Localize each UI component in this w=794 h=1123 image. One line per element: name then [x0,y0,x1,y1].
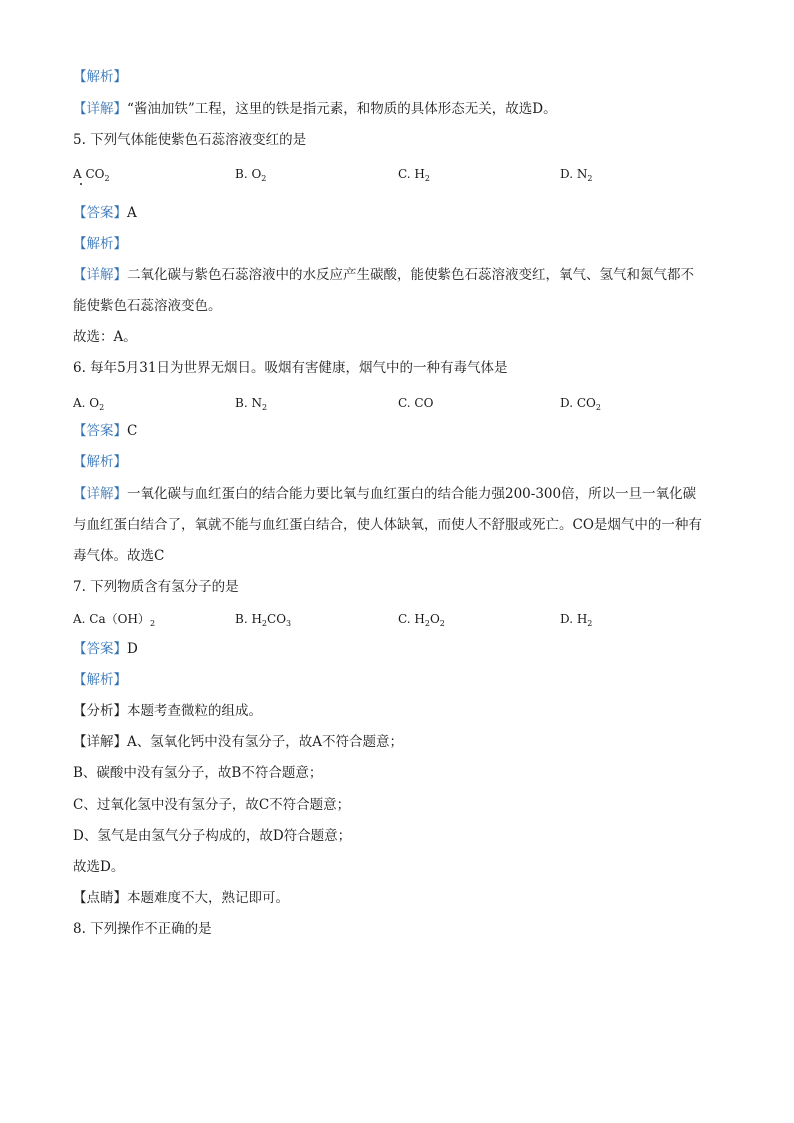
q7-option-c: C. $H_2O_2$ [398,612,445,628]
q7-option-a: A. $Ca(OH)_2$ [73,612,156,628]
q5-analysis-heading: 【解析】 [73,236,127,252]
q7-analysis-heading: 【解析】 [73,672,127,688]
q5-option-a-dot [80,183,82,185]
q7-answer: 【答案】D [73,641,138,657]
q7-tip: 【点睛】本题难度不大，熟记即可。 [73,890,289,906]
q5-answer: 【答案】A [73,205,137,221]
q5-conclusion: 故选：A。 [73,329,137,345]
q6-option-a: A. $O_2$ [73,396,105,412]
q5-option-b: B. $O_2$ [235,167,267,183]
q6-answer: 【答案】C [73,423,138,439]
q6-option-d: D. $CO_2$ [560,396,601,412]
q5-detail-line1: 【详解】二氧化碳与紫色石蕊溶液中的水反应产生碳酸，能使紫色石蕊溶液变红，氧气、氢气和氮气都不 [73,267,694,283]
q5-option-d: D. $N_2$ [560,167,593,183]
q6-option-b: B. $N_2$ [235,396,268,412]
q7-conclusion: 故选D。 [73,859,125,875]
q7-option-d: D. $H_2$ [560,612,593,628]
q6-detail-line2: 与血红蛋白结合了，氧就不能与血红蛋白结合，使人体缺氧，而使人不舒服或死亡。CO是烟气中的一种有 [73,517,702,533]
q6-analysis-heading: 【解析】 [73,454,127,470]
q7-analysis: 【分析】本题考查微粒的组成。 [73,703,262,719]
q7-detail-b: B、碳酸中没有氢分子，故B不符合题意； [73,765,323,781]
q7-detail-d: D、氢气是由氢气分子构成的，故D符合题意； [73,828,352,844]
q5-detail-line2: 能使紫色石蕊溶液变色。 [73,298,222,314]
q5-option-c: C. $H_2$ [398,167,430,183]
q6-detail-line3: 毒气体。故选C [73,548,165,564]
q7-detail-a: 【详解】A、氢氧化钙中没有氢分子，故A不符合题意； [73,734,403,750]
q5-stem: 5. 下列气体能使紫色石蕊溶液变红的是 [73,132,307,148]
q7-detail-c: C、过氧化氢中没有氢分子，故C不符合题意； [73,797,351,813]
q7-stem: 7. 下列物质含有氢分子的是 [73,579,239,595]
q5-option-a: A $CO_2$ [73,167,110,183]
q6-detail-line1: 【详解】一氧化碳与血红蛋白的结合能力要比氧与血红蛋白的结合能力强200-300倍，所以一旦一氧化碳 [73,486,697,502]
q6-option-c: C. CO [398,396,434,410]
q7-option-b: B. $H_2CO_3$ [235,612,292,628]
q4-detail: 【详解】“酱油加铁”工程，这里的铁是指元素，和物质的具体形态无关，故选D。 [73,101,557,117]
q4-analysis-heading: 【解析】 [73,69,127,85]
q6-stem: 6. 每年5月31日为世界无烟日。吸烟有害健康，烟气中的一种有毒气体是 [73,360,508,376]
q8-stem: 8. 下列操作不正确的是 [73,921,212,937]
